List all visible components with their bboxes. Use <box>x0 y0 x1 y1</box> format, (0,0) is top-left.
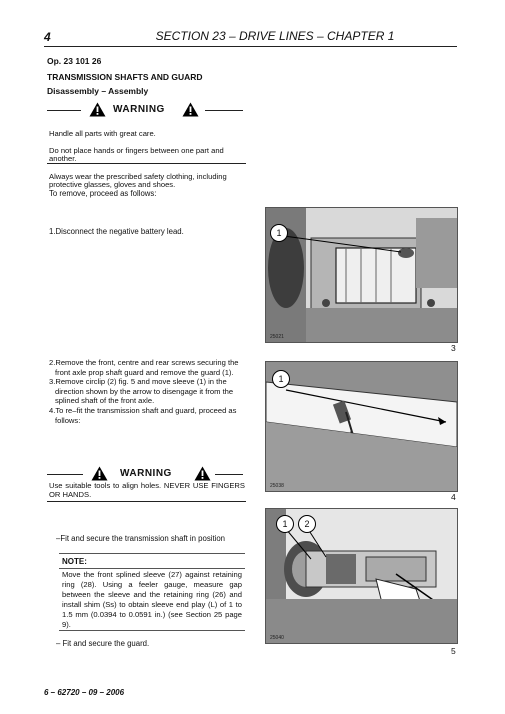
section-title: SECTION 23 – DRIVE LINES – CHAPTER 1 <box>155 29 395 43</box>
header-divider <box>44 46 457 47</box>
figure-number-3: 3 <box>451 343 456 353</box>
callout-1 <box>272 370 290 388</box>
intro-text: To remove, proceed as follows: <box>49 189 157 198</box>
step-4: 4.To re–fit the transmission shaft and guard, proceed as follows: <box>49 405 237 425</box>
note-body: Move the front splined sleeve (27) against retaining ring (28). Using a feeler gauge, measure gap between the sleeve and the retaining ring (26) and install shim (Ss) to obtain sleeve end play (L) of 1 to 1.5 mm (0.0394 to 0.0591 in.) (see Section 25 page 9). <box>62 570 242 629</box>
callout-label: 1 <box>276 228 282 238</box>
figure-3-image <box>265 207 458 343</box>
warning-rule-left <box>47 474 83 475</box>
warning-triangle-icon <box>182 102 199 117</box>
figure-ref: 25038 <box>270 483 284 489</box>
fit-step: –Fit and secure the transmission shaft in position <box>56 534 226 543</box>
note-box <box>59 553 245 631</box>
warning-rule-right <box>215 474 243 475</box>
note-title-rule <box>59 568 245 569</box>
figure-5-image <box>265 508 458 644</box>
warning-line: Handle all parts with great care. <box>49 128 156 138</box>
warning-banner-2 <box>47 466 243 482</box>
page-number: 4 <box>44 30 51 44</box>
figure-4-image <box>265 361 458 492</box>
steps-list <box>49 358 245 425</box>
callout-label: 1 <box>278 374 284 384</box>
operation-code: Op. 23 101 26 <box>47 56 102 66</box>
step-2: 2.Remove the front, centre and rear screws securing the front axle prop shaft guard and remove the guard (1). <box>49 358 239 377</box>
figure-ref: 25021 <box>270 334 284 340</box>
warning-box-rule <box>47 501 246 502</box>
callout-1 <box>270 224 288 242</box>
warning-rule-left <box>47 110 81 111</box>
warning-title-1: WARNING <box>113 104 165 115</box>
step-1: 1.Disconnect the negative battery lead. <box>49 227 184 236</box>
callout-2 <box>298 515 316 533</box>
figure-number-4: 4 <box>451 492 456 502</box>
final-step: – Fit and secure the guard. <box>56 639 150 648</box>
procedure-heading: TRANSMISSION SHAFTS AND GUARD <box>47 72 203 82</box>
callout-1 <box>276 515 294 533</box>
battery-illustration <box>266 208 457 342</box>
warning-line: Always wear the prescribed safety clothing, including protective glasses, gloves and shoes. <box>49 171 227 190</box>
warning-text-2: Use suitable tools to align holes. NEVER USE FINGERS OR HANDS. <box>49 481 245 499</box>
warning-rule-right <box>205 110 243 111</box>
callout-label: 2 <box>304 519 310 529</box>
warning-box-rule <box>47 163 246 164</box>
warning-title-2: WARNING <box>120 468 172 479</box>
warning-triangle-icon <box>194 466 211 481</box>
warning-line: Do not place hands or fingers between one part and another. <box>49 145 224 164</box>
figure-ref: 25040 <box>270 635 284 641</box>
guard-removal-illustration <box>266 362 457 491</box>
warning-text-1 <box>49 121 249 198</box>
callout-label: 1 <box>282 519 288 529</box>
step-3: 3.Remove circlip (2) fig. 5 and move sleeve (1) in the direction shown by the arrow to disengage it from the splined shaft of the front axle. <box>49 377 234 406</box>
warning-triangle-icon <box>89 102 106 117</box>
figure-number-5: 5 <box>451 646 456 656</box>
procedure-subheading: Disassembly – Assembly <box>47 86 149 96</box>
warning-banner-1 <box>47 102 243 118</box>
footer-code: 6 – 62720 – 09 – 2006 <box>44 688 125 697</box>
note-title: NOTE: <box>62 557 87 566</box>
warning-triangle-icon <box>91 466 108 481</box>
shaft-sleeve-illustration <box>266 509 457 643</box>
